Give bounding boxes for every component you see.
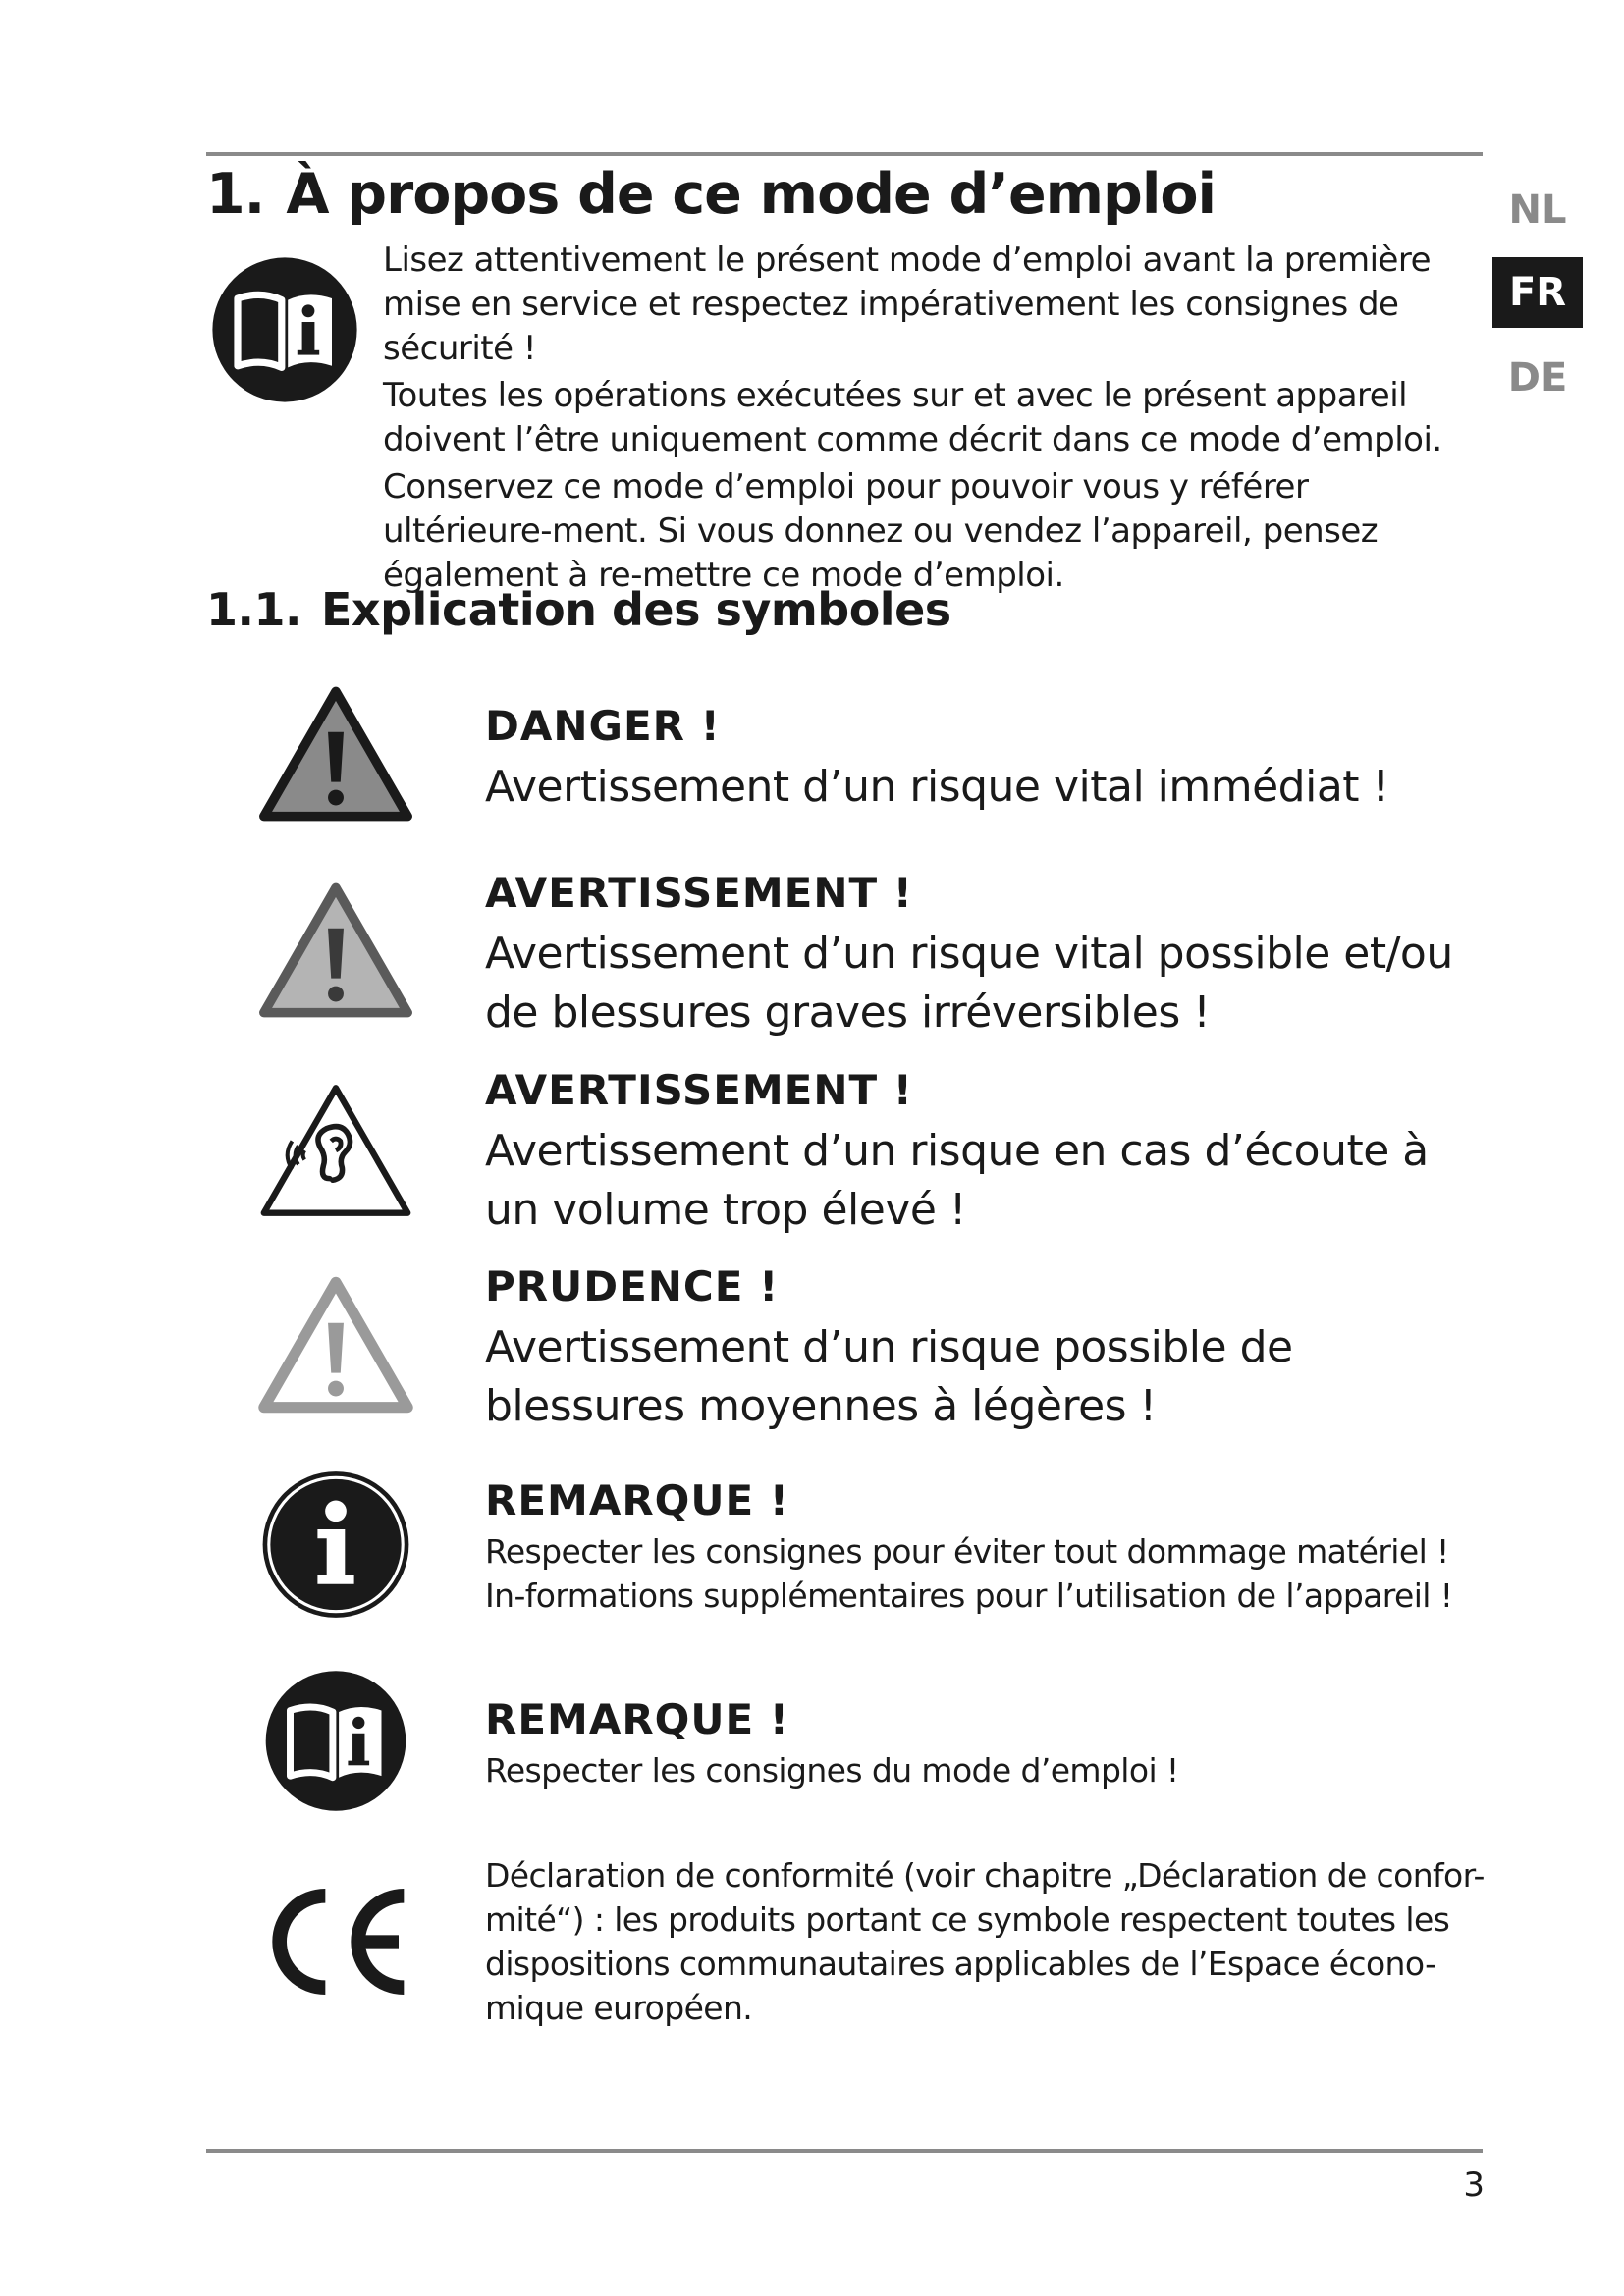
symbol-title: REMARQUE ! bbox=[485, 1476, 789, 1524]
symbol-description: Déclaration de conformité (voir chapitre „Déclaration de confor-mité“) : les produits portant ce symbole respectent toutes les dispositions communautaires applicables de l’Espace écono-mique européen. bbox=[485, 1856, 1485, 2027]
section-number: 1. bbox=[206, 162, 265, 227]
language-tab-de[interactable]: DE bbox=[1507, 355, 1568, 400]
subsection-title: Explication des symboles bbox=[320, 583, 951, 636]
intro-paragraph: Lisez attentivement le présent mode d’emploi avant la première mise en service et respectez impérativement les consignes de sécurité ! bbox=[383, 240, 1432, 368]
intro-text bbox=[383, 239, 1483, 601]
danger-warning-icon bbox=[257, 685, 414, 823]
symbol-title: AVERTISSEMENT ! bbox=[485, 869, 913, 917]
symbol-description: Avertissement d’un risque vital possible et/ou de blessures graves irréversibles ! bbox=[485, 929, 1453, 1038]
symbol-title: PRUDENCE ! bbox=[485, 1262, 780, 1310]
symbol-title: REMARQUE ! bbox=[485, 1695, 789, 1743]
intro-paragraph: Toutes les opérations exécutées sur et avec le présent appareil doivent l’être uniquement comme décrit dans ce mode d’emploi. bbox=[383, 376, 1442, 459]
page-number: 3 bbox=[1463, 2165, 1485, 2205]
language-tab-nl[interactable]: NL bbox=[1508, 187, 1567, 233]
symbol-description: Respecter les consignes du mode d’emploi ! bbox=[485, 1751, 1179, 1789]
subsection-number: 1.1. bbox=[206, 583, 301, 636]
symbol-description: Avertissement d’un risque possible de blessures moyennes à légères ! bbox=[485, 1322, 1293, 1431]
symbol-description: Avertissement d’un risque vital immédiat ! bbox=[485, 762, 1389, 812]
warning-icon bbox=[257, 881, 414, 1019]
symbol-description: Avertissement d’un risque en cas d’écoute à un volume trop élevé ! bbox=[485, 1126, 1429, 1235]
intro-paragraph: Conservez ce mode d’emploi pour pouvoir vous y référer ultérieure-ment. Si vous donnez ou vendez l’appareil, pensez également à re-mettre ce mode d’emploi. bbox=[383, 467, 1379, 595]
hearing-warning-icon bbox=[257, 1082, 414, 1219]
info-icon bbox=[257, 1468, 414, 1621]
section-heading bbox=[206, 162, 1216, 227]
ce-mark-icon bbox=[257, 1883, 414, 2001]
caution-icon bbox=[257, 1276, 414, 1414]
bottom-divider bbox=[206, 2149, 1483, 2153]
section-title: À propos de ce mode d’emploi bbox=[286, 162, 1217, 227]
language-tab-fr[interactable]: FR bbox=[1492, 257, 1583, 328]
symbol-description: Respecter les consignes pour éviter tout dommage matériel ! In-formations supplémentaires pour l’utilisation de l’appareil ! bbox=[485, 1532, 1453, 1615]
subsection-heading bbox=[206, 583, 951, 636]
symbol-title: AVERTISSEMENT ! bbox=[485, 1066, 913, 1114]
symbol-title: DANGER ! bbox=[485, 702, 721, 750]
top-divider bbox=[206, 152, 1483, 156]
manual-info-icon bbox=[206, 251, 363, 408]
manual-icon bbox=[257, 1665, 414, 1817]
